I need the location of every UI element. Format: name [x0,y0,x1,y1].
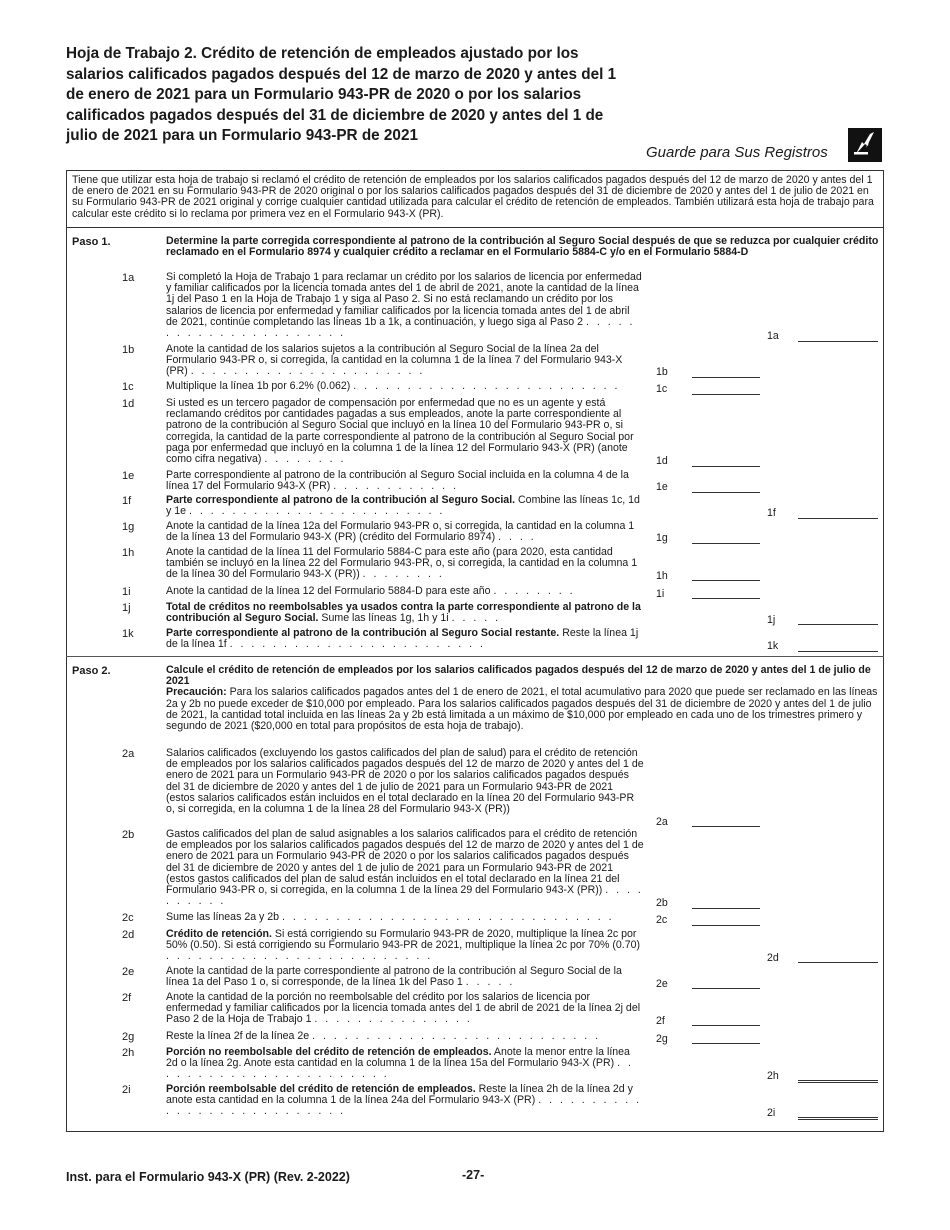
line-1b-number: 1b [122,344,135,356]
keep-records-label: Guarde para Sus Registros [646,144,828,161]
step1-heading: Determine la parte corregida correspondiente al patrono de la contribución al Seguro Social después de que se reduzca por cualquier crédito reclamado en el Formulario 8974 y cualquier crédito a reclamar en el Formulario 5884-C y/o en el Formulario 5884-D [166,235,879,259]
line-2h-label: 2h [767,1070,779,1082]
line-2a-number: 2a [122,748,135,760]
keep-records-icon [848,128,882,162]
line-1c-text: Multiplique la línea 1b por 6.2% (0.062) . . . . . . . . . . . . . . . . . . . . . . . . . [166,380,621,392]
line-2h-number: 2h [122,1047,135,1059]
line-1k-label: 1k [767,640,779,652]
line-1g-number: 1g [122,521,135,533]
line-2i-entry[interactable] [798,1117,878,1120]
line-2f-text: Anote la cantidad de la porción no reembolsable del crédito por los salarios de licencia por enfermedad y familiar calificados por la licencia tomada antes del 1 de abril de 2021 de la línea 2j del Paso 2 de la Hoja de Trabajo 1 . . . . . . . . . . . . . . . [166,991,641,1026]
line-1e-text: Parte correspondiente al patrono de la contribución al Seguro Social incluida en la columna 4 de la línea 17 del Formulario 943-X (PR) . . . . . . . . . . . . [166,469,629,493]
line-2a-text: Salarios calificados (excluyendo los gastos calificados del plan de salud) para el crédito de retención de empleados por los salarios calificados pagados después del 12 de marzo de 2020 y antes del 1 de enero de 2021 para un Formulario 943-PR de 2020 o por los salarios calificados pagados después del 31 de diciembre de 2020 y antes del 1 de julio de 2021 para un Formulario 943-PR de 2021 (estos salarios calificados están incluidos en el total declarado en la línea 20 del Formulario 943-PR o, si corregida, en la columna 1 de la línea 28 del Formulario 943-X (PR)) [166,747,644,816]
line-2a-entry[interactable] [692,826,760,827]
line-1d-number: 1d [122,398,135,410]
line-2h-text: Porción no reembolsable del crédito de retención de empleados. Anote la menor entre la línea 2d o la línea 2g. Anote esta cantidad en la columna 1 de la línea 15a del Formulario 943-X (PR) . . . . . . . . . . . . . . . . . . . . . . . [166,1046,634,1081]
line-1d-label: 1d [656,455,668,467]
line-1d-text: Si usted es un tercero pagador de compensación por enfermedad que no es un agente y está reclamando créditos por cantidades pagadas a sus empleados, anote la parte correspondiente al patrono de la contribución al Seguro Social que incluyó en la línea 10 del Formulario 943-PR o, si corregida, la cantidad de la parte correspondiente al patrono de la contribución al Seguro Social por paga por enfermedad que incluyó en la columna 1 de la línea 12 del Formulario 943-X (PR) (anote como cifra negativa) . . . . . . . . [166,397,634,466]
line-2i-text: Porción reembolsable del crédito de retención de empleados. Reste la línea 2h de la línea 2d y anote esta cantidad en la columna 1 de la línea 24a del Formulario 943-X (PR) . . . . . . . . . . . . . . . . . . . . . . . . . . . [166,1083,642,1118]
line-1b-label: 1b [656,366,668,378]
line-2f-entry[interactable] [692,1025,760,1026]
footer-page-number: -27- [462,1168,485,1182]
line-2i-number: 2i [122,1084,131,1096]
line-1k-text: Parte correspondiente al patrono de la contribución al Seguro Social restante. Reste la línea 1j de la línea 1f . . . . . . . . . . . . . . . . . . . . . . . . [166,627,639,651]
line-1a-text: Si completó la Hoja de Trabajo 1 para reclamar un crédito por los salarios de licencia por enfermedad y familiar calificados por la licencia tomada antes del 1 de abril de 2021, anote la cantidad de la línea 1j del Paso 1 en la Hoja de Trabajo 1 y siga al Paso 2. Si no está reclamando un crédito por los salarios de licencia por enfermedad y familiar calificados por la licencia tomada antes del 1 de abril de 2021, continúe completando las líneas 1b a 1k, a continuación, y luego siga al Paso 2 . . . . . . . . . . . . . . . . . . . . . . [166,271,642,340]
line-2g-label: 2g [656,1033,668,1045]
line-1j-entry[interactable] [798,624,878,625]
line-1h-text: Anote la cantidad de la línea 11 del Formulario 5884-C para este año (para 2020, esta cantidad también se incluyó en la línea 22 del Formulario 943-PR, o, si corregida, la cantidad en la columna 1 de la línea 30 del Formulario 943-X (PR)) . . . . . . . . [166,546,638,581]
line-1i-label: 1i [656,588,665,600]
line-2b-entry[interactable] [692,908,760,909]
line-1g-label: 1g [656,532,668,544]
line-2a-label: 2a [656,816,668,828]
line-1h-label: 1h [656,570,668,582]
line-1g-text: Anote la cantidad de la línea 12a del Formulario 943-PR o, si corregida, la cantidad en la columna 1 de la línea 13 del Formulario 943-X (PR) (crédito del Formulario 8974) . . . . [166,520,635,544]
line-1a-entry[interactable] [798,341,878,342]
line-2d-entry[interactable] [798,962,878,963]
footer-form-name: Inst. para el Formulario 943-X (PR) (Rev. 2-2022) [66,1170,350,1184]
line-1f-text: Parte correspondiente al patrono de la contribución al Seguro Social. Combine las líneas 1c, 1d y 1e . . . . . . . . . . . . . . . . . . . . . . . . [166,494,640,518]
line-1c-number: 1c [122,381,134,393]
line-2b-label: 2b [656,897,668,909]
line-1k-entry[interactable] [798,651,878,652]
line-2e-label: 2e [656,978,668,990]
line-1h-number: 1h [122,547,135,559]
line-2d-text: Crédito de retención. Si está corrigiendo su Formulario 943-PR de 2020, multiplique la línea 2c por 50% (0.50). Si está corrigiendo su Formulario 943-PR de 2021, multiplique la línea 2c por 70% (0.70) . . . . . . . . . . . . . . . . . . . . . . . . . [166,928,641,963]
line-2f-number: 2f [122,992,132,1004]
line-2d-number: 2d [122,929,135,941]
line-1a-number: 1a [122,272,135,284]
divider [66,656,884,657]
line-1j-label: 1j [767,614,776,626]
line-2f-label: 2f [656,1015,665,1027]
divider [66,227,884,228]
line-1d-entry[interactable] [692,466,760,467]
line-1f-label: 1f [767,507,776,519]
line-1f-entry[interactable] [798,518,878,519]
line-1e-label: 1e [656,481,668,493]
line-2b-number: 2b [122,829,135,841]
line-1i-number: 1i [122,586,131,598]
line-1c-label: 1c [656,383,668,395]
line-1e-entry[interactable] [692,492,760,493]
line-1h-entry[interactable] [692,580,760,581]
line-2e-entry[interactable] [692,988,760,989]
line-1j-number: 1j [122,602,131,614]
line-1e-number: 1e [122,470,135,482]
step2-label: Paso 2. [72,665,111,677]
line-1a-label: 1a [767,330,779,342]
step2-heading: Calcule el crédito de retención de empleados por los salarios calificados pagados después del 12 de marzo de 2020 y antes del 1 de julio de 2021 Precaución: Para los salarios calificados pagados antes del 1 de enero de 2021, el total acumulativo para 2020 que puede ser reclamado en las líneas 2a y 2b no puede exceder de $10,000 por empleado. Para los salarios calificados pagados después del 31 de diciembre de 2020 y antes del 1 de julio de 2021, la cantidad total incluida en las líneas 2a y 2b está limitada a un máximo de $10,000 por empleado en cada uno de los trimestres primero y segundo de 2021 ($20,000 en total para propósitos de esta hoja de trabajo). [166,664,878,733]
line-1k-number: 1k [122,628,134,640]
line-2d-label: 2d [767,952,779,964]
line-1b-entry[interactable] [692,377,760,378]
line-1i-text: Anote la cantidad de la línea 12 del Formulario 5884-D para este año . . . . . . . . [166,585,576,597]
line-1i-entry[interactable] [692,598,760,599]
worksheet-title: Hoja de Trabajo 2. Crédito de retención de empleados ajustado por los salarios calificados pagados después del 12 de marzo de 2020 y antes del 1 de enero de 2021 para un Formulario 943-PR de 2020 o por los salarios calificados pagados después del 31 de diciembre de 2020 y antes del 1 de julio de 2021 para un Formulario 943-PR de 2021 [66,45,617,144]
line-2c-label: 2c [656,914,668,926]
line-2b-text: Gastos calificados del plan de salud asignables a los salarios calificados para el crédito de retención de empleados por los salarios calificados pagados después del 12 de marzo de 2020 y antes del 1 de enero de 2021 para un Formulario 943-PR de 2020 o por los salarios calificados pagados después del 31 de diciembre de 2020 y antes del 1 de julio de 2021 para un Formulario 943-PR de 2021 (estos gastos calificados del plan de salud están incluidos en el total declarado en la línea 21 del Formulario 943-PR o, si corregida, en la columna 1 de la línea 29 del Formulario 943-X (PR)) . . . . . . . . . . [166,828,644,908]
line-2h-entry[interactable] [798,1080,878,1083]
line-2g-text: Reste la línea 2f de la línea 2e . . . . . . . . . . . . . . . . . . . . . . . . . . . [166,1030,601,1042]
line-2g-entry[interactable] [692,1043,760,1044]
line-2e-text: Anote la cantidad de la parte correspondiente al patrono de la contribución al Seguro Social de la línea 1a del Paso 1 o, si corresponde, de la línea 1k del Paso 1 . . . . . [166,965,622,989]
line-1j-text: Total de créditos no reembolsables ya usados contra la parte correspondiente al patrono de la contribución al Seguro Social. Sume las líneas 1g, 1h y 1i . . . . . [166,601,641,625]
line-2c-number: 2c [122,912,134,924]
line-2c-text: Sume las líneas 2a y 2b . . . . . . . . . . . . . . . . . . . . . . . . . . . . . . . [166,911,615,923]
line-1f-number: 1f [122,495,132,507]
line-2e-number: 2e [122,966,135,978]
line-1g-entry[interactable] [692,543,760,544]
intro-text: Tiene que utilizar esta hoja de trabajo si reclamó el crédito de retención de empleados por los salarios calificados pagados después del 12 de marzo de 2020 y antes del 1 de enero de 2021 en su Formulario 943-PR de 2020 original o por los salarios calificados pagados después del 31 de diciembre de 2020 y antes del 1 de julio de 2021 en su Formulario 943-PR de 2021 original y corrige cualquier cantidad utilizada para calcular el crédito de retención de empleados. También utilizará esta hoja de trabajo para calcular este crédito si lo reclama por primera vez en el Formulario 943-X (PR). [72,174,874,220]
line-2i-label: 2i [767,1107,776,1119]
step1-label: Paso 1. [72,236,111,248]
line-1c-entry[interactable] [692,394,760,395]
line-1b-text: Anote la cantidad de los salarios sujetos a la contribución al Seguro Social de la línea 2a del Formulario 943-PR o, si corregida, la cantidad en la columna 1 de la línea 7 del Formulario 943-X (PR) . . . . . . . . . . . . . . . . . . . . . . [166,343,623,378]
line-2g-number: 2g [122,1031,135,1043]
line-2c-entry[interactable] [692,925,760,926]
